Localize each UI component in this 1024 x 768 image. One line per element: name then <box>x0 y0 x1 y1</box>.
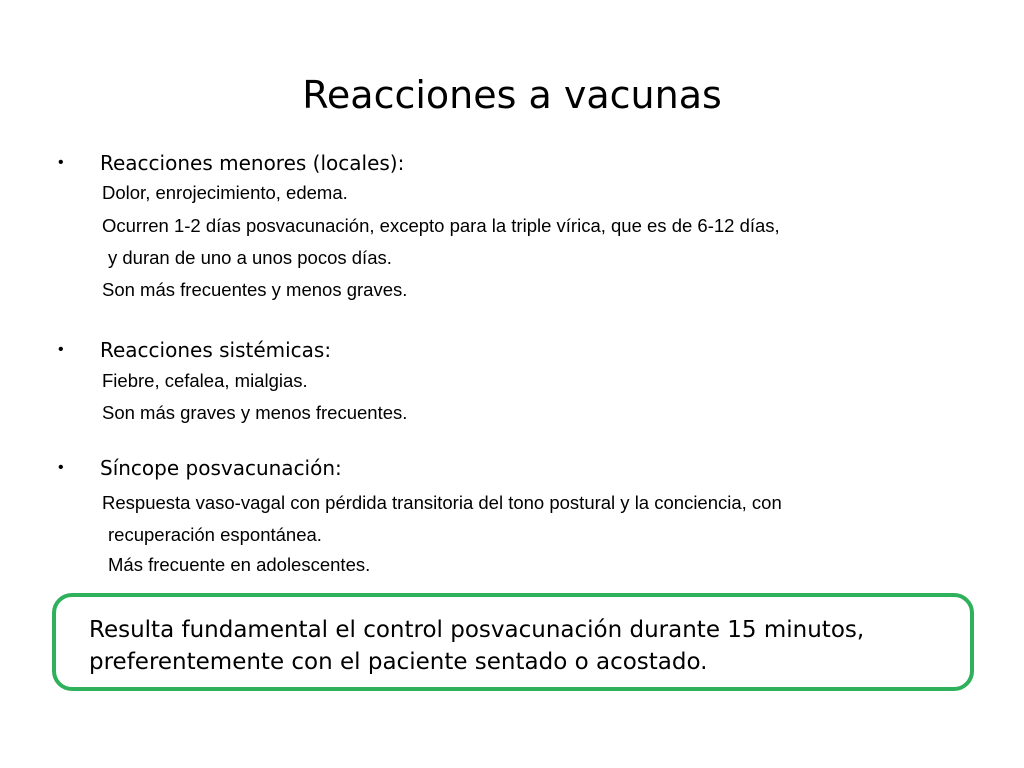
bullet-icon: • <box>58 154 64 171</box>
section-line: Dolor, enrojecimiento, edema. <box>102 182 348 203</box>
section-heading: Reacciones sistémicas: <box>100 338 332 362</box>
section-heading: Reacciones menores (locales): <box>100 151 405 175</box>
section-line: Más frecuente en adolescentes. <box>108 554 371 575</box>
section-heading: Síncope posvacunación: <box>100 456 342 480</box>
callout-text: Resulta fundamental el control posvacunación durante 15 minutos, preferentemente con el paciente sentado o acostado. <box>89 617 865 675</box>
bullet-icon: • <box>58 459 64 476</box>
section-line: Respuesta vaso-vagal con pérdida transitoria del tono postural y la conciencia, con <box>102 492 782 513</box>
section-line: y duran de uno a unos pocos días. <box>108 247 392 268</box>
bullet-icon: • <box>58 341 64 358</box>
section-line: Son más graves y menos frecuentes. <box>102 402 408 423</box>
callout-box <box>52 593 974 691</box>
section-line: Son más frecuentes y menos graves. <box>102 279 408 300</box>
slide-title: Reacciones a vacunas <box>302 73 722 117</box>
section-line: recuperación espontánea. <box>108 524 322 545</box>
section-line: Fiebre, cefalea, mialgias. <box>102 370 308 391</box>
section-line: Ocurren 1-2 días posvacunación, excepto para la triple vírica, que es de 6-12 días, <box>102 215 780 236</box>
